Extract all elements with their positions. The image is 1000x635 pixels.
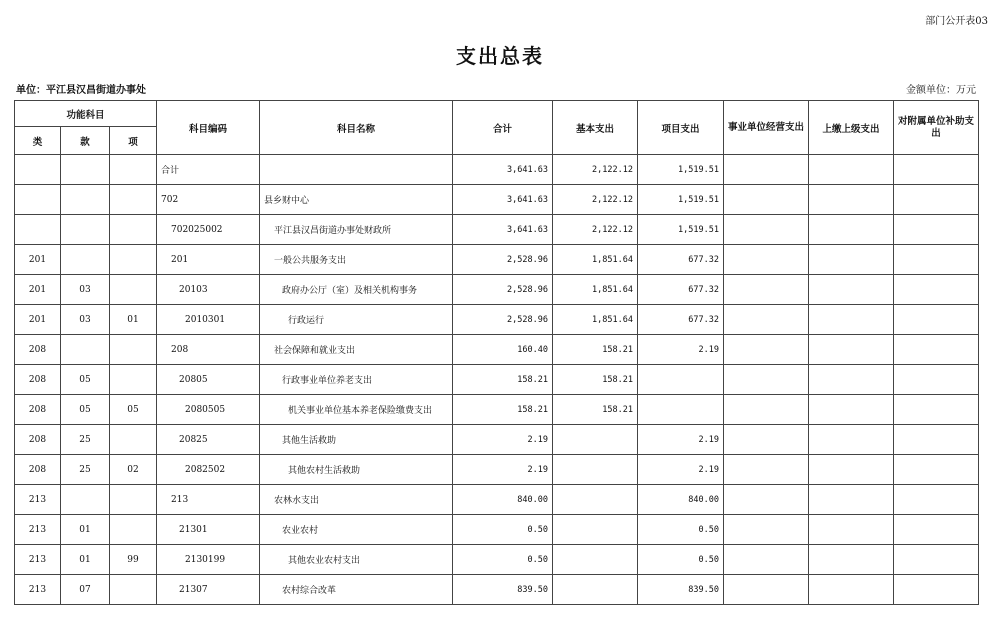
cell-enterprise bbox=[724, 395, 809, 425]
cell-project: 1,519.51 bbox=[638, 155, 724, 185]
cell-total: 158.21 bbox=[453, 395, 553, 425]
cell-xiang bbox=[110, 485, 157, 515]
header-project: 项目支出 bbox=[638, 101, 724, 155]
cell-basic bbox=[553, 575, 638, 605]
cell-name: 行政运行 bbox=[260, 305, 453, 335]
cell-enterprise bbox=[724, 275, 809, 305]
cell-subsidy bbox=[894, 515, 979, 545]
cell-code: 21307 bbox=[157, 575, 260, 605]
table-row bbox=[15, 545, 979, 575]
table-row bbox=[15, 515, 979, 545]
cell-code: 2130199 bbox=[157, 545, 260, 575]
header-subsidy: 对附属单位补助支出 bbox=[894, 101, 979, 155]
cell-project bbox=[638, 395, 724, 425]
cell-total: 840.00 bbox=[453, 485, 553, 515]
cell-kuan bbox=[61, 215, 110, 245]
cell-total: 160.40 bbox=[453, 335, 553, 365]
cell-subsidy bbox=[894, 185, 979, 215]
cell-xiang bbox=[110, 425, 157, 455]
cell-code: 2010301 bbox=[157, 305, 260, 335]
cell-kuan: 07 bbox=[61, 575, 110, 605]
cell-kuan bbox=[61, 485, 110, 515]
cell-basic: 158.21 bbox=[553, 335, 638, 365]
cell-kuan: 03 bbox=[61, 275, 110, 305]
cell-total: 3,641.63 bbox=[453, 185, 553, 215]
table-row bbox=[15, 215, 979, 245]
cell-subsidy bbox=[894, 275, 979, 305]
cell-lei: 213 bbox=[15, 485, 61, 515]
cell-name: 县乡财中心 bbox=[260, 185, 453, 215]
cell-subsidy bbox=[894, 245, 979, 275]
cell-subsidy bbox=[894, 545, 979, 575]
cell-enterprise bbox=[724, 155, 809, 185]
header-kuan: 款 bbox=[61, 127, 110, 155]
cell-basic: 158.21 bbox=[553, 365, 638, 395]
cell-xiang bbox=[110, 575, 157, 605]
cell-project: 1,519.51 bbox=[638, 185, 724, 215]
table-header bbox=[15, 101, 979, 155]
cell-basic bbox=[553, 515, 638, 545]
cell-name: 社会保障和就业支出 bbox=[260, 335, 453, 365]
cell-xiang bbox=[110, 185, 157, 215]
table-row bbox=[15, 365, 979, 395]
cell-basic: 1,851.64 bbox=[553, 275, 638, 305]
cell-subsidy bbox=[894, 335, 979, 365]
cell-project: 840.00 bbox=[638, 485, 724, 515]
cell-xiang: 02 bbox=[110, 455, 157, 485]
cell-project bbox=[638, 365, 724, 395]
cell-xiang bbox=[110, 335, 157, 365]
cell-name: 行政事业单位养老支出 bbox=[260, 365, 453, 395]
cell-lei bbox=[15, 215, 61, 245]
cell-enterprise bbox=[724, 425, 809, 455]
cell-basic: 2,122.12 bbox=[553, 155, 638, 185]
cell-basic: 1,851.64 bbox=[553, 245, 638, 275]
cell-lei: 208 bbox=[15, 455, 61, 485]
cell-kuan bbox=[61, 245, 110, 275]
table-row bbox=[15, 485, 979, 515]
cell-xiang: 01 bbox=[110, 305, 157, 335]
cell-code: 2080505 bbox=[157, 395, 260, 425]
cell-lei: 201 bbox=[15, 245, 61, 275]
cell-kuan: 05 bbox=[61, 365, 110, 395]
cell-lei bbox=[15, 155, 61, 185]
cell-name bbox=[260, 155, 453, 185]
cell-upper bbox=[809, 485, 894, 515]
cell-total: 839.50 bbox=[453, 575, 553, 605]
cell-basic bbox=[553, 545, 638, 575]
cell-lei: 213 bbox=[15, 545, 61, 575]
cell-xiang: 05 bbox=[110, 395, 157, 425]
cell-upper bbox=[809, 275, 894, 305]
cell-name: 一般公共服务支出 bbox=[260, 245, 453, 275]
cell-lei: 208 bbox=[15, 425, 61, 455]
table-row bbox=[15, 335, 979, 365]
cell-total: 2.19 bbox=[453, 455, 553, 485]
cell-upper bbox=[809, 185, 894, 215]
table-row bbox=[15, 305, 979, 335]
table-row bbox=[15, 185, 979, 215]
cell-lei: 213 bbox=[15, 515, 61, 545]
cell-xiang bbox=[110, 155, 157, 185]
cell-code: 213 bbox=[157, 485, 260, 515]
cell-name: 平江县汉昌街道办事处财政所 bbox=[260, 215, 453, 245]
cell-upper bbox=[809, 455, 894, 485]
cell-code: 208 bbox=[157, 335, 260, 365]
cell-kuan bbox=[61, 155, 110, 185]
cell-enterprise bbox=[724, 455, 809, 485]
header-xiang: 项 bbox=[110, 127, 157, 155]
cell-project: 0.50 bbox=[638, 515, 724, 545]
cell-subsidy bbox=[894, 485, 979, 515]
cell-lei: 201 bbox=[15, 305, 61, 335]
cell-code: 702 bbox=[157, 185, 260, 215]
cell-project: 0.50 bbox=[638, 545, 724, 575]
header-name: 科目名称 bbox=[260, 101, 453, 155]
table-row bbox=[15, 245, 979, 275]
cell-subsidy bbox=[894, 395, 979, 425]
cell-total: 158.21 bbox=[453, 365, 553, 395]
cell-total: 3,641.63 bbox=[453, 215, 553, 245]
cell-total: 0.50 bbox=[453, 545, 553, 575]
cell-enterprise bbox=[724, 545, 809, 575]
unit-label: 单位：平江县汉昌街道办事处 bbox=[16, 85, 146, 96]
cell-project: 677.32 bbox=[638, 305, 724, 335]
cell-xiang: 99 bbox=[110, 545, 157, 575]
cell-name: 农村综合改革 bbox=[260, 575, 453, 605]
cell-kuan bbox=[61, 335, 110, 365]
cell-basic: 2,122.12 bbox=[553, 215, 638, 245]
cell-enterprise bbox=[724, 515, 809, 545]
cell-upper bbox=[809, 395, 894, 425]
cell-total: 2,528.96 bbox=[453, 245, 553, 275]
cell-total: 2.19 bbox=[453, 425, 553, 455]
cell-kuan: 03 bbox=[61, 305, 110, 335]
cell-subsidy bbox=[894, 455, 979, 485]
cell-project: 677.32 bbox=[638, 245, 724, 275]
cell-enterprise bbox=[724, 485, 809, 515]
cell-enterprise bbox=[724, 335, 809, 365]
cell-code: 702025002 bbox=[157, 215, 260, 245]
cell-total: 3,641.63 bbox=[453, 155, 553, 185]
cell-enterprise bbox=[724, 245, 809, 275]
cell-project: 2.19 bbox=[638, 335, 724, 365]
cell-upper bbox=[809, 335, 894, 365]
cell-kuan: 25 bbox=[61, 455, 110, 485]
cell-upper bbox=[809, 305, 894, 335]
cell-basic bbox=[553, 485, 638, 515]
cell-code: 20103 bbox=[157, 275, 260, 305]
page-title: 支出总表 bbox=[456, 44, 544, 68]
cell-total: 0.50 bbox=[453, 515, 553, 545]
cell-subsidy bbox=[894, 305, 979, 335]
cell-enterprise bbox=[724, 185, 809, 215]
cell-code: 21301 bbox=[157, 515, 260, 545]
cell-name: 政府办公厅（室）及相关机构事务 bbox=[260, 275, 453, 305]
cell-lei: 201 bbox=[15, 275, 61, 305]
cell-xiang bbox=[110, 515, 157, 545]
cell-code: 20825 bbox=[157, 425, 260, 455]
cell-code: 20805 bbox=[157, 365, 260, 395]
cell-name: 其他农村生活救助 bbox=[260, 455, 453, 485]
table-row bbox=[15, 425, 979, 455]
cell-upper bbox=[809, 545, 894, 575]
cell-code: 2082502 bbox=[157, 455, 260, 485]
cell-basic bbox=[553, 425, 638, 455]
cell-basic: 1,851.64 bbox=[553, 305, 638, 335]
cell-upper bbox=[809, 425, 894, 455]
table-row bbox=[15, 155, 979, 185]
cell-code: 合计 bbox=[157, 155, 260, 185]
table-row bbox=[15, 395, 979, 425]
cell-subsidy bbox=[894, 365, 979, 395]
amount-unit-label: 金额单位：万元 bbox=[906, 85, 976, 96]
cell-subsidy bbox=[894, 215, 979, 245]
cell-subsidy bbox=[894, 155, 979, 185]
cell-xiang bbox=[110, 245, 157, 275]
table-row bbox=[15, 455, 979, 485]
expenditure-table bbox=[14, 100, 979, 605]
cell-upper bbox=[809, 365, 894, 395]
cell-upper bbox=[809, 515, 894, 545]
header-enterprise: 事业单位经营支出 bbox=[724, 101, 809, 155]
cell-upper bbox=[809, 215, 894, 245]
cell-lei: 213 bbox=[15, 575, 61, 605]
cell-kuan: 05 bbox=[61, 395, 110, 425]
cell-lei: 208 bbox=[15, 395, 61, 425]
cell-project: 2.19 bbox=[638, 455, 724, 485]
cell-kuan bbox=[61, 185, 110, 215]
header-upper: 上缴上级支出 bbox=[809, 101, 894, 155]
header-code: 科目编码 bbox=[157, 101, 260, 155]
cell-subsidy bbox=[894, 575, 979, 605]
cell-basic: 158.21 bbox=[553, 395, 638, 425]
cell-name: 其他农业农村支出 bbox=[260, 545, 453, 575]
cell-total: 2,528.96 bbox=[453, 305, 553, 335]
cell-lei bbox=[15, 185, 61, 215]
cell-lei: 208 bbox=[15, 335, 61, 365]
cell-kuan: 01 bbox=[61, 515, 110, 545]
table-row bbox=[15, 575, 979, 605]
cell-code: 201 bbox=[157, 245, 260, 275]
header-lei: 类 bbox=[15, 127, 61, 155]
cell-name: 农业农村 bbox=[260, 515, 453, 545]
cell-upper bbox=[809, 155, 894, 185]
table-number-tag: 部门公开表03 bbox=[925, 16, 988, 27]
cell-basic: 2,122.12 bbox=[553, 185, 638, 215]
cell-upper bbox=[809, 575, 894, 605]
cell-name: 其他生活救助 bbox=[260, 425, 453, 455]
cell-xiang bbox=[110, 215, 157, 245]
cell-subsidy bbox=[894, 425, 979, 455]
cell-lei: 208 bbox=[15, 365, 61, 395]
table-row bbox=[15, 275, 979, 305]
cell-project: 677.32 bbox=[638, 275, 724, 305]
cell-xiang bbox=[110, 275, 157, 305]
cell-kuan: 25 bbox=[61, 425, 110, 455]
header-total: 合计 bbox=[453, 101, 553, 155]
cell-basic bbox=[553, 455, 638, 485]
header-func-subject: 功能科目 bbox=[15, 101, 157, 127]
cell-kuan: 01 bbox=[61, 545, 110, 575]
table-body bbox=[15, 155, 979, 605]
cell-name: 农林水支出 bbox=[260, 485, 453, 515]
cell-total: 2,528.96 bbox=[453, 275, 553, 305]
cell-enterprise bbox=[724, 365, 809, 395]
cell-project: 839.50 bbox=[638, 575, 724, 605]
cell-upper bbox=[809, 245, 894, 275]
cell-project: 1,519.51 bbox=[638, 215, 724, 245]
cell-name: 机关事业单位基本养老保险缴费支出 bbox=[260, 395, 453, 425]
cell-enterprise bbox=[724, 305, 809, 335]
header-basic: 基本支出 bbox=[553, 101, 638, 155]
cell-enterprise bbox=[724, 575, 809, 605]
cell-xiang bbox=[110, 365, 157, 395]
cell-project: 2.19 bbox=[638, 425, 724, 455]
cell-enterprise bbox=[724, 215, 809, 245]
